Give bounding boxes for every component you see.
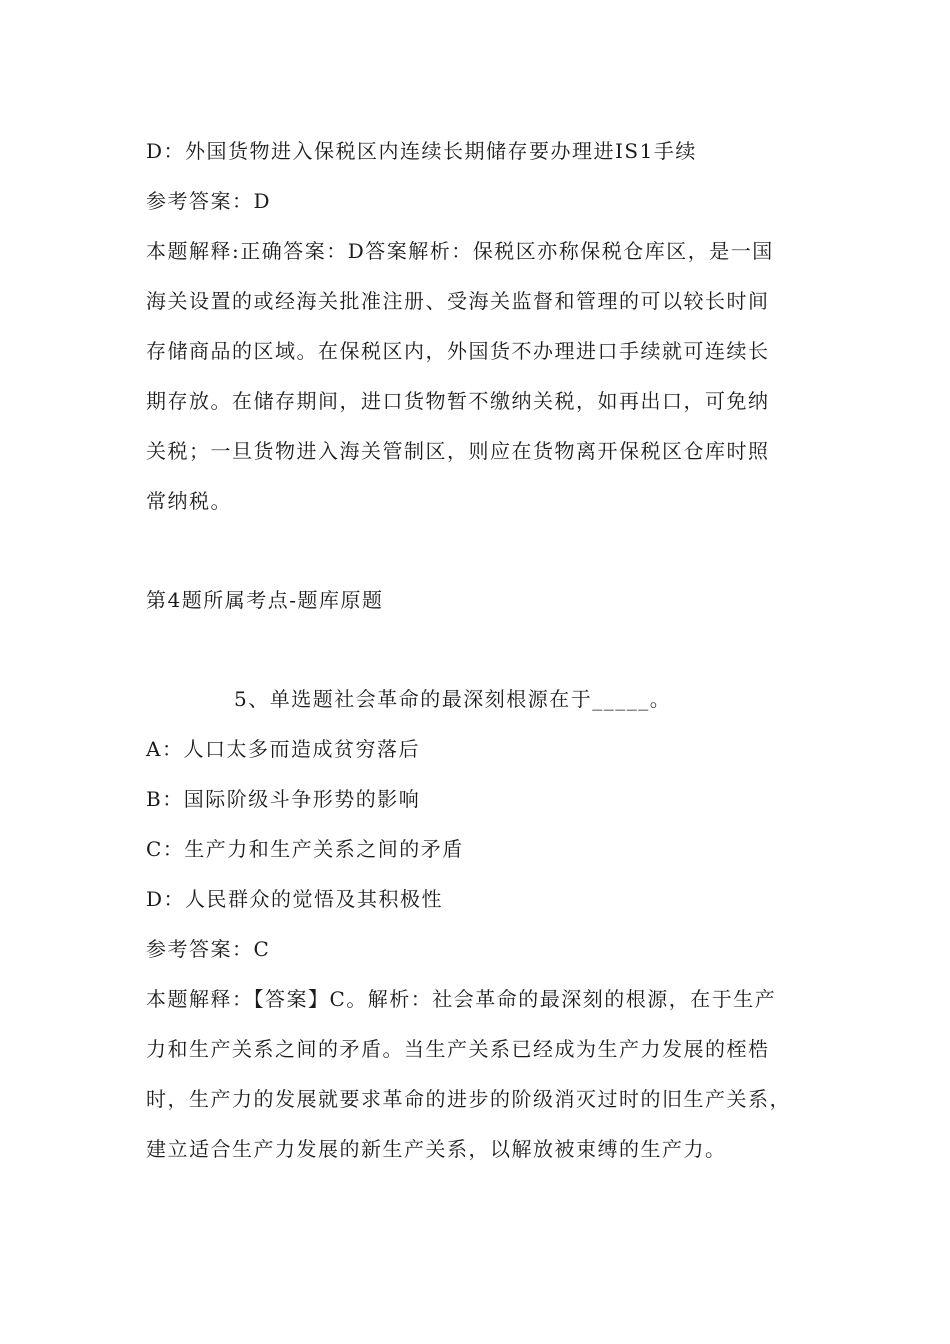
q4-explanation-line: 海关设置的或经海关批准注册、受海关监督和管理的可以较长时间 (146, 289, 770, 313)
q5-explanation-line: 建立适合生产力发展的新生产关系，以解放被束缚的生产力。 (146, 1137, 727, 1161)
q4-explanation-line: 存储商品的区域。在保税区内，外国货不办理进口手续就可连续长 (146, 339, 770, 363)
q4-answer: 参考答案：D (146, 189, 272, 213)
q5-option-d: D：人民群众的觉悟及其积极性 (146, 887, 444, 911)
q4-topic: 第4题所属考点-题库原题 (146, 588, 384, 612)
q4-explanation-line: 期存放。在储存期间，进口货物暂不缴纳关税，如再出口，可免纳 (146, 389, 770, 413)
q4-explanation-line: 本题解释:正确答案：D答案解析：保税区亦称保税仓库区，是一国 (146, 239, 774, 263)
q5-option-b: B：国际阶级斗争形势的影响 (146, 787, 421, 811)
q5-explanation-line: 力和生产关系之间的矛盾。当生产关系已经成为生产力发展的桎梏 (146, 1037, 770, 1061)
q5-explanation-line: 时，生产力的发展就要求革命的进步的阶级消灭过时的旧生产关系， (146, 1087, 791, 1111)
q5-option-a: A：人口太多而造成贫穷落后 (146, 737, 420, 761)
q4-explanation-line: 关税；一旦货物进入海关管制区，则应在货物离开保税区仓库时照 (146, 439, 770, 463)
q5-answer: 参考答案：C (146, 937, 271, 961)
q5-option-c: C：生产力和生产关系之间的矛盾 (146, 837, 464, 861)
q5-explanation-line: 本题解释：【答案】C。解析：社会革命的最深刻的根源，在于生产 (146, 987, 777, 1011)
q4-explanation-line: 常纳税。 (146, 489, 232, 513)
q5-question: 5、单选题社会革命的最深刻根源在于_____。 (234, 687, 672, 711)
q4-option-d: D：外国货物进入保税区内连续长期储存要办理进IS1手续 (146, 139, 697, 163)
